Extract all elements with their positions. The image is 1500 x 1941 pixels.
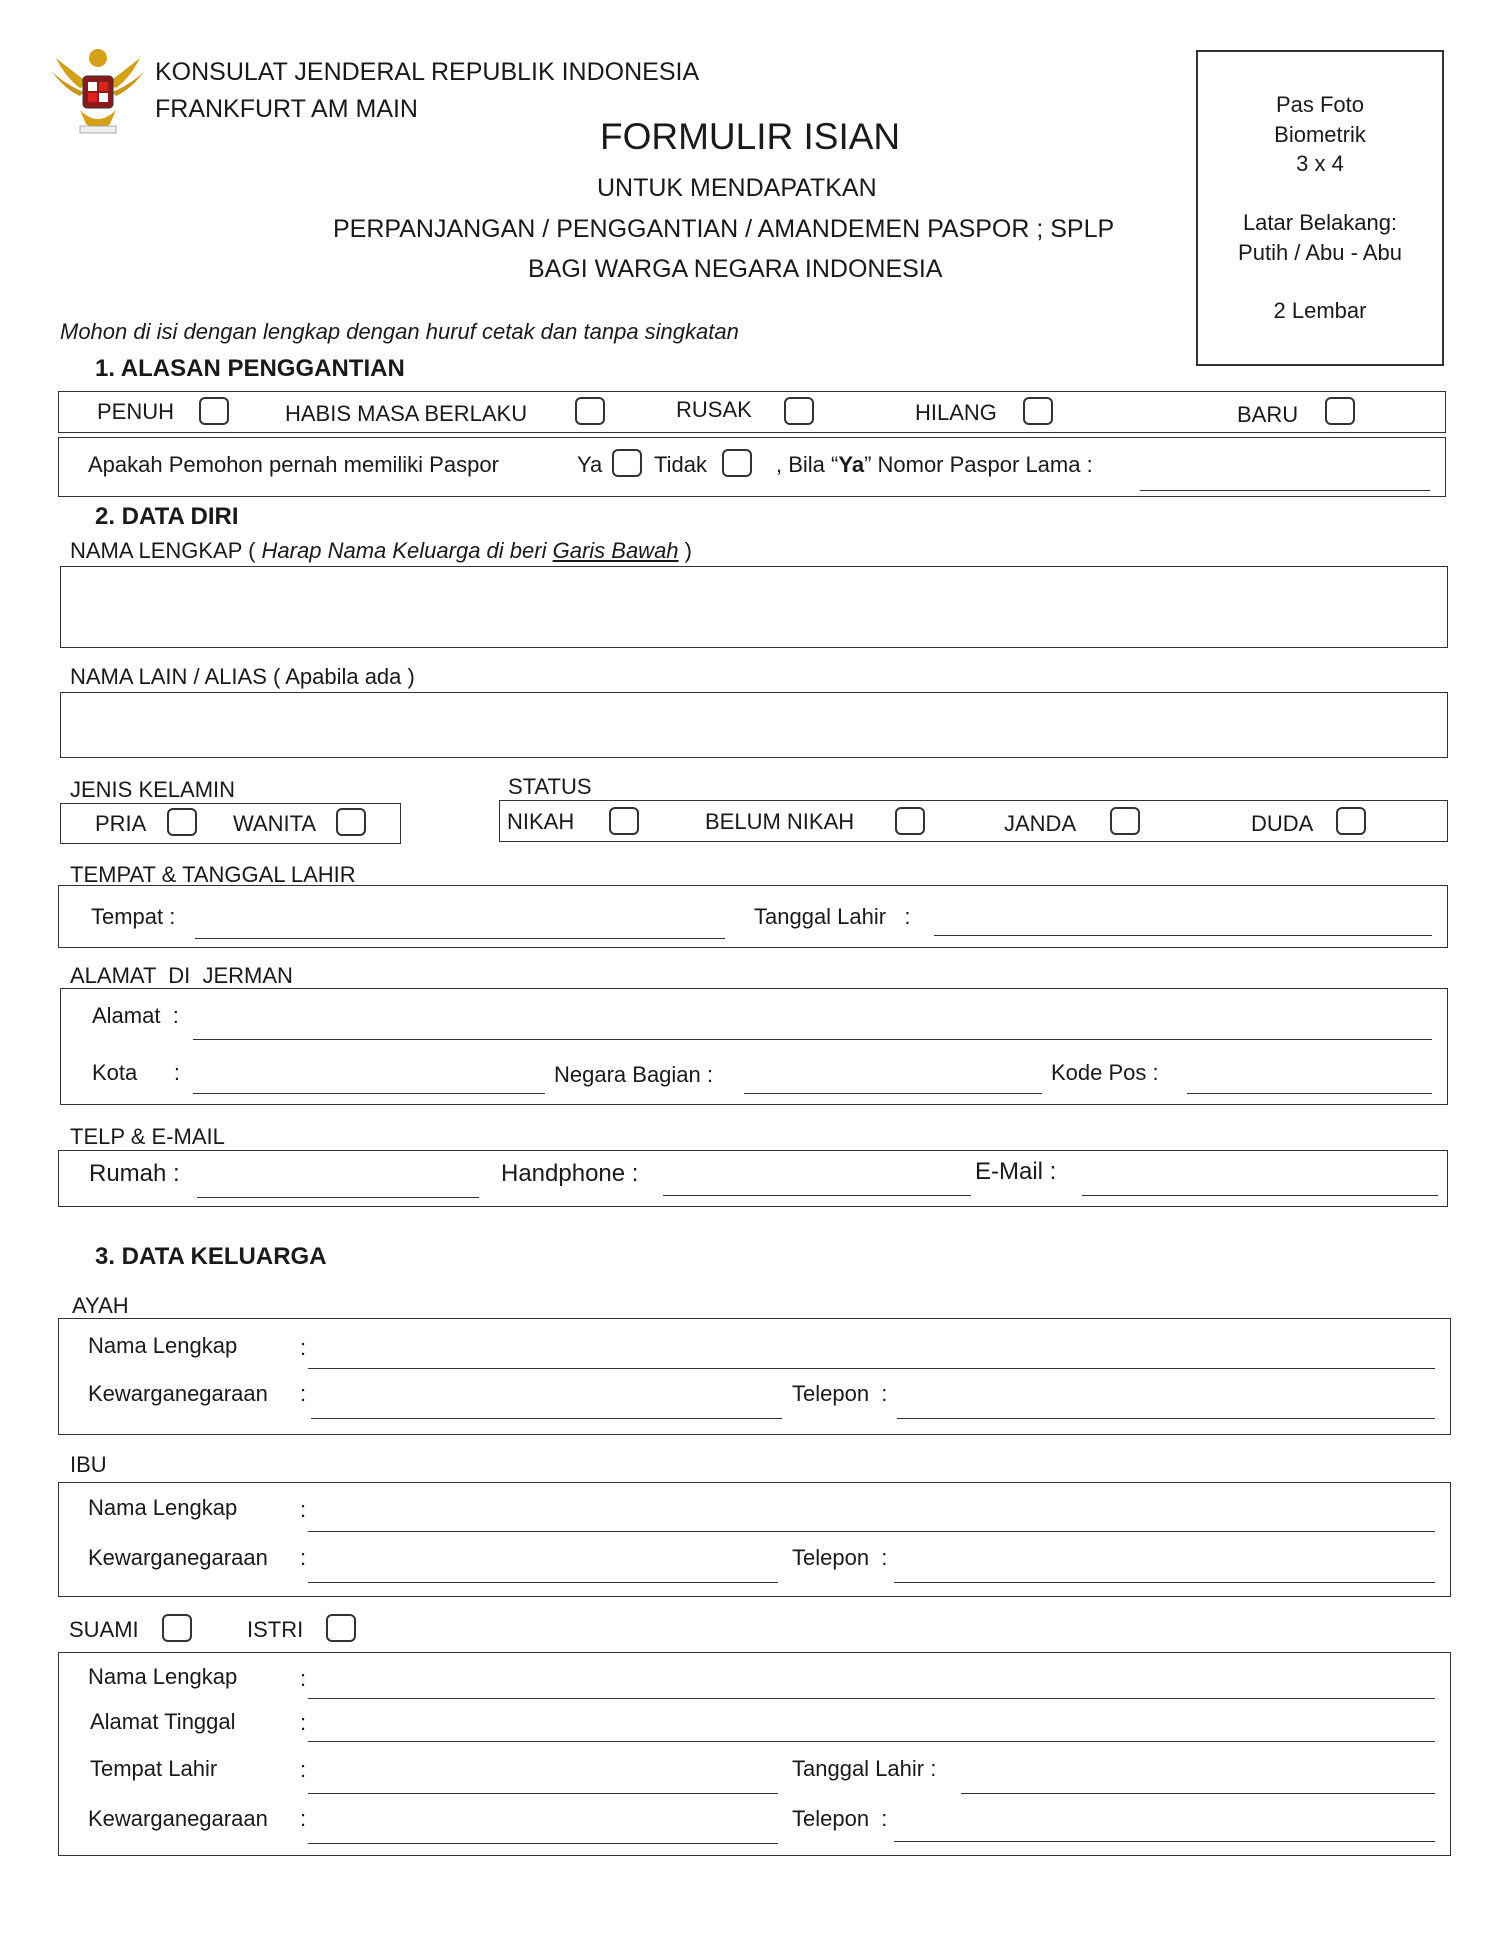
option-label-hilang: HILANG <box>915 400 997 425</box>
spouse-name-colon: : <box>300 1666 307 1691</box>
form-subtitle-2: PERPANJANGAN / PENGGANTIAN / AMANDEMEN PASPOR ; SPLP <box>333 215 1115 243</box>
state-label: Negara Bagian : <box>554 1062 713 1087</box>
spouse-name-field[interactable] <box>308 1698 1435 1699</box>
marital-status-label: STATUS <box>508 774 592 799</box>
photo-box-line1: Pas Foto <box>1275 92 1365 117</box>
hilang-checkbox[interactable] <box>1023 397 1053 425</box>
mother-label: IBU <box>70 1452 107 1477</box>
old-passport-number-label: , Bila “Ya” Nomor Paspor Lama : <box>776 452 1093 477</box>
option-label-baru: BARU <box>1237 402 1299 427</box>
spouse-birthplace-label: Tempat Lahir <box>90 1756 218 1781</box>
contact-box <box>58 1150 1448 1207</box>
spouse-birthdate-field[interactable] <box>961 1793 1435 1794</box>
nikah-checkbox[interactable] <box>609 807 639 835</box>
father-citizenship-label: Kewarganegaraan <box>88 1381 268 1406</box>
option-label-rusak: RUSAK <box>676 397 752 422</box>
gender-female-label: WANITA <box>233 811 317 836</box>
address-field[interactable] <box>193 1039 1432 1040</box>
full-name-field[interactable] <box>60 566 1448 648</box>
husband-checkbox[interactable] <box>162 1614 192 1642</box>
wife-label: ISTRI <box>247 1617 304 1642</box>
form-subtitle-1: UNTUK MENDAPATKAN <box>597 174 877 202</box>
status-label-duda: DUDA <box>1251 811 1314 836</box>
habis-masa-berlaku-checkbox[interactable] <box>575 397 605 425</box>
option-label-habis-masa-berlaku: HABIS MASA BERLAKU <box>285 401 528 426</box>
birth-place-field[interactable] <box>195 938 725 939</box>
baru-checkbox[interactable] <box>1325 397 1355 425</box>
belum-nikah-checkbox[interactable] <box>895 807 925 835</box>
old-passport-number-field[interactable] <box>1140 490 1430 491</box>
female-checkbox[interactable] <box>336 808 366 836</box>
mother-citizenship-colon: : <box>300 1545 307 1570</box>
address-box <box>60 988 1448 1105</box>
home-phone-label: Rumah : <box>89 1160 180 1187</box>
section1-title: 1. ALASAN PENGGANTIAN <box>95 355 405 382</box>
spouse-citizenship-colon: : <box>300 1806 307 1831</box>
form-title: FORMULIR ISIAN <box>600 116 901 157</box>
mobile-phone-label: Handphone : <box>501 1160 639 1187</box>
gender-male-label: PRIA <box>95 811 147 836</box>
spouse-birthplace-field[interactable] <box>308 1793 778 1794</box>
no-checkbox[interactable] <box>722 449 752 477</box>
postcode-field[interactable] <box>1187 1093 1432 1094</box>
mother-name-colon: : <box>300 1497 307 1522</box>
father-label: AYAH <box>72 1293 129 1318</box>
wife-checkbox[interactable] <box>326 1614 356 1642</box>
photo-box <box>1196 50 1444 366</box>
janda-checkbox[interactable] <box>1110 807 1140 835</box>
photo-box-line2: Biometrik <box>1274 122 1366 147</box>
photo-box-line4: Latar Belakang: <box>1242 210 1398 235</box>
yes-checkbox[interactable] <box>612 449 642 477</box>
mobile-phone-field[interactable] <box>663 1195 971 1196</box>
spouse-birthdate-label: Tanggal Lahir : <box>792 1756 937 1781</box>
section3-title: 3. DATA KELUARGA <box>95 1243 327 1270</box>
father-name-field[interactable] <box>308 1368 1435 1369</box>
spouse-residence-label: Alamat Tinggal <box>90 1709 236 1734</box>
consulate-name-line1: KONSULAT JENDERAL REPUBLIK INDONESIA <box>155 58 700 86</box>
city-label: Kota : <box>92 1060 181 1085</box>
mother-box <box>58 1482 1451 1597</box>
birth-date-field[interactable] <box>934 935 1432 936</box>
spouse-birthplace-colon: : <box>300 1757 307 1782</box>
birth-place-label: Tempat : <box>91 904 176 929</box>
photo-box-line6: 2 Lembar <box>1273 298 1367 323</box>
home-phone-field[interactable] <box>197 1197 479 1198</box>
status-label-janda: JANDA <box>1004 811 1077 836</box>
duda-checkbox[interactable] <box>1336 807 1366 835</box>
father-phone-label: Telepon : <box>792 1381 888 1406</box>
address-label: Alamat : <box>92 1003 179 1028</box>
postcode-label: Kode Pos : <box>1051 1060 1159 1085</box>
spouse-citizenship-field[interactable] <box>308 1843 778 1844</box>
alias-label: NAMA LAIN / ALIAS ( Apabila ada ) <box>70 664 415 689</box>
rusak-checkbox[interactable] <box>784 397 814 425</box>
status-label-belum-nikah: BELUM NIKAH <box>705 809 855 834</box>
state-field[interactable] <box>744 1093 1042 1094</box>
spouse-phone-label: Telepon : <box>792 1806 888 1831</box>
gender-label: JENIS KELAMIN <box>70 777 236 802</box>
father-phone-field[interactable] <box>897 1418 1435 1419</box>
mother-citizenship-label: Kewarganegaraan <box>88 1545 268 1570</box>
birth-section-label: TEMPAT & TANGGAL LAHIR <box>70 862 356 887</box>
no-label: Tidak <box>654 452 707 477</box>
male-checkbox[interactable] <box>167 808 197 836</box>
mother-phone-field[interactable] <box>894 1582 1435 1583</box>
father-name-label: Nama Lengkap <box>88 1333 238 1358</box>
option-label-penuh: PENUH <box>97 399 175 424</box>
mother-citizenship-field[interactable] <box>308 1582 778 1583</box>
email-field[interactable] <box>1082 1195 1438 1196</box>
spouse-residence-field[interactable] <box>308 1741 1435 1742</box>
full-name-label: NAMA LENGKAP ( Harap Nama Keluarga di beri Garis Bawah ) <box>70 538 692 563</box>
yes-label: Ya <box>577 452 603 477</box>
contact-section-label: TELP & E-MAIL <box>70 1124 225 1149</box>
spouse-residence-colon: : <box>300 1710 307 1735</box>
address-section-label: ALAMAT DI JERMAN <box>70 963 293 988</box>
status-label-nikah: NIKAH <box>507 809 575 834</box>
previous-passport-question: Apakah Pemohon pernah memiliki Paspor <box>88 452 499 477</box>
mother-name-label: Nama Lengkap <box>88 1495 238 1520</box>
father-citizenship-field[interactable] <box>311 1418 782 1419</box>
form-subtitle-3: BAGI WARGA NEGARA INDONESIA <box>528 255 943 283</box>
garuda-emblem <box>50 38 146 138</box>
section2-title: 2. DATA DIRI <box>95 503 239 530</box>
spouse-name-label: Nama Lengkap <box>88 1664 238 1689</box>
father-name-colon: : <box>300 1335 307 1360</box>
photo-box-line5: Putih / Abu - Abu <box>1238 240 1402 265</box>
birth-date-label: Tanggal Lahir : <box>754 904 911 929</box>
consulate-name-line2: FRANKFURT AM MAIN <box>155 95 418 123</box>
penuh-checkbox[interactable] <box>199 397 229 425</box>
instruction-text: Mohon di isi dengan lengkap dengan huruf cetak dan tanpa singkatan <box>60 319 739 344</box>
spouse-citizenship-label: Kewarganegaraan <box>88 1806 268 1831</box>
city-field[interactable] <box>193 1093 545 1094</box>
mother-phone-label: Telepon : <box>792 1545 888 1570</box>
mother-name-field[interactable] <box>308 1531 1435 1532</box>
email-label: E-Mail : <box>975 1158 1057 1185</box>
husband-label: SUAMI <box>69 1617 139 1642</box>
alias-field[interactable] <box>60 692 1448 758</box>
photo-box-line3: 3 x 4 <box>1296 151 1344 176</box>
spouse-phone-field[interactable] <box>894 1841 1435 1842</box>
father-citizenship-colon: : <box>300 1381 307 1406</box>
